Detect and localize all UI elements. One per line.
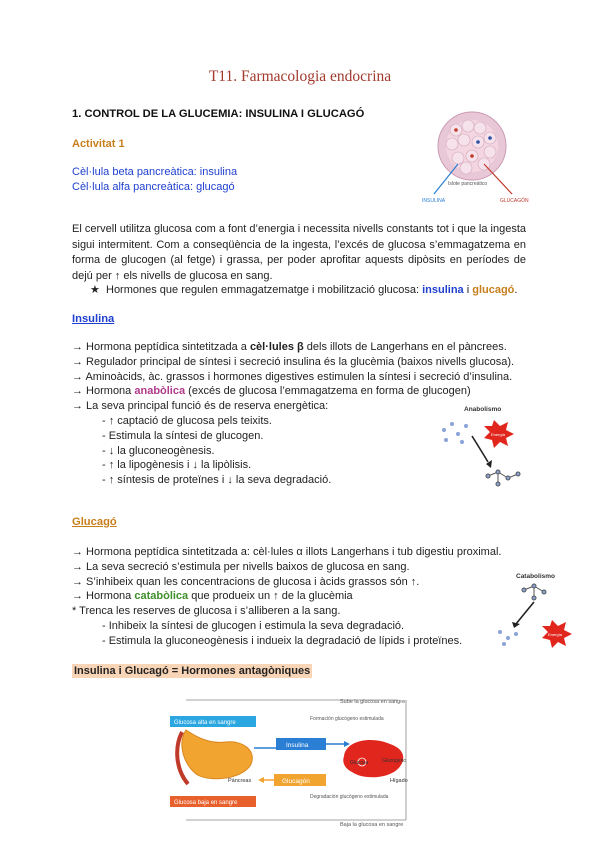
activity-label: Activitat 1 bbox=[72, 138, 125, 150]
alfa-cell-line: Cèl·lula alfa pancreàtica: glucagó bbox=[72, 181, 235, 193]
list-item: → La seva principal funció és de reserva energètica: bbox=[72, 400, 329, 413]
degradation-label: Degradación glucógeno estimulada bbox=[310, 794, 389, 800]
star-icon: ★ bbox=[90, 284, 100, 296]
diagram-bottom-label: Baja la glucosa en sangre bbox=[340, 822, 404, 828]
list-item: → S’inhibeix quan les concentracions de glucosa i àcids grassos són ↑. bbox=[72, 575, 420, 588]
diagram-top-label: Sube la glucosa en sangre bbox=[340, 699, 406, 705]
list-item: → Hormona peptídica sintetitzada a: cèl·lules α illots Langerhans i tub digestiu proximal. bbox=[72, 546, 502, 558]
islet-insulina-label: INSULINA bbox=[422, 198, 446, 204]
list-subitem: - Estimula la gluconeogènesis i indueix la degradació de lípids i proteïnes. bbox=[102, 634, 463, 647]
list-item: → Hormona anabòlica (excés de glucosa l’emmagatzema en forma de glucogen) bbox=[72, 385, 471, 398]
beta-cell-line: Cèl·lula beta pancreàtica: insulina bbox=[72, 166, 238, 178]
anabolismo-figure bbox=[436, 402, 536, 494]
list-item: → Aminoàcids, àc. grassos i hormones digestives estimulen la síntesi i secreció d’insulina. bbox=[72, 370, 513, 383]
list-subitem: - ↑ síntesis de proteïnes i ↓ la seva degradació. bbox=[102, 474, 332, 487]
list-subitem: - ↓ la gluconeogènesis. bbox=[102, 444, 215, 457]
insulina-box-label: Insulina bbox=[286, 742, 309, 749]
list-subitem: - Estimula la síntesi de glucogen. bbox=[102, 429, 264, 442]
glucosa-label: Glucosa bbox=[350, 760, 369, 766]
antagonist-heading: Insulina i Glucagó = Hormones antagòniques bbox=[74, 665, 311, 677]
catabolismo-figure bbox=[494, 570, 576, 650]
glucogeno-label: Glucógeno bbox=[382, 758, 407, 764]
anabolismo-energy: Energía bbox=[491, 432, 506, 437]
islet-label: Islote pancreático bbox=[448, 181, 488, 187]
glucago-list bbox=[72, 545, 512, 649]
glucagon-box-label: Glucagón bbox=[282, 778, 310, 785]
insulina-heading: Insulina bbox=[72, 313, 115, 325]
formation-label: Formación glucógeno estimulada bbox=[310, 716, 384, 722]
list-item: → Hormona catabòlica que produeix un ↑ de la glucèmia bbox=[72, 590, 353, 603]
list-subitem: - Inhibeix la síntesi de glucogen i estimula la seva degradació. bbox=[102, 619, 405, 632]
glucago-heading: Glucagó bbox=[72, 516, 117, 528]
glucose-regulation-diagram bbox=[168, 692, 438, 828]
catabolismo-title: Catabolismo bbox=[516, 573, 556, 580]
list-item: * Trenca les reserves de glucosa i s’alliberen a la sang. bbox=[72, 605, 341, 618]
higado-label: Hígado bbox=[390, 778, 408, 784]
catabolismo-energy: Energía bbox=[548, 632, 563, 637]
list-subitem: - ↑ captació de glucosa pels teixits. bbox=[102, 414, 272, 427]
hormones-bullet: ★ Hormones que regulen emmagatzematge i mobilització glucosa: insulina i glucagó. bbox=[90, 284, 518, 296]
glucose-high-label: Glucosa alta en sangre bbox=[174, 720, 236, 726]
islet-figure bbox=[416, 110, 532, 204]
section-heading: 1. CONTROL DE LA GLUCEMIA: INSULINA I GLUCAGÓ bbox=[72, 108, 365, 120]
intro-paragraph: El cervell utilitza glucosa com a font d’energia i necessita nivells constants tot i que la ingesta sigui intermitent. Com a conseqüència de la ingesta, l’excés de glucosa s’emmagatzema en forma de glucogen (al fetge) i grassa, per poder aprofitar aquests dipòsits en períodes de dejú per ↑ els nivells de glucosa en sang. bbox=[72, 223, 526, 282]
pancreas-label: Páncreas bbox=[228, 778, 252, 784]
list-item: → Hormona peptídica sintetitzada a cèl·lules β dels illots de Langerhans en el pàncrees. bbox=[72, 341, 507, 353]
glucose-low-label: Glucosa baja en sangre bbox=[174, 800, 238, 806]
page-title: T11. Farmacologia endocrina bbox=[208, 68, 392, 85]
list-subitem: - ↑ la lipogènesis i ↓ la lipòlisis. bbox=[102, 459, 252, 472]
islet-glucagon-label: GLUCAGÓN bbox=[500, 198, 529, 204]
list-item: → La seva secreció s’estimula per nivells baixos de glucosa en sang. bbox=[72, 560, 410, 573]
anabolismo-title: Anabolismo bbox=[464, 406, 502, 413]
list-item: → Regulador principal de síntesi i secreció insulina és la glucèmia (baixos nivells glucosa). bbox=[72, 355, 515, 368]
